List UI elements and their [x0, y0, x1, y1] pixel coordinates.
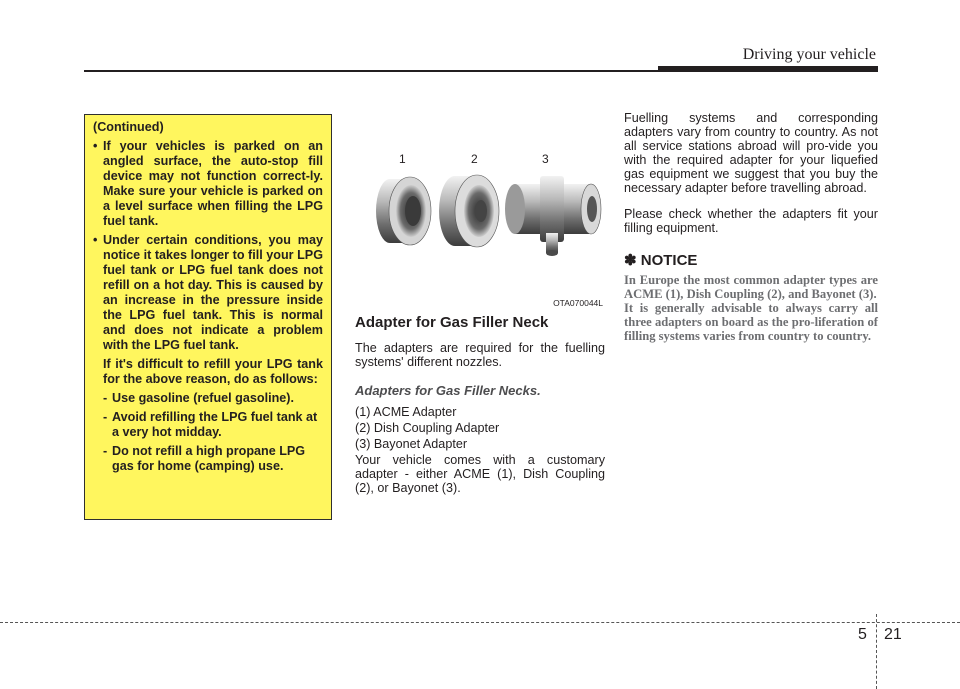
chapter-number: 5 — [858, 626, 867, 643]
bayonet-adapter — [505, 176, 601, 256]
section-title: Driving your vehicle — [742, 46, 876, 63]
adapter-figure — [355, 114, 605, 310]
adapter-illustration — [355, 114, 605, 310]
warning-dash-text: Use gasoline (refuel gasoline). — [112, 391, 294, 405]
list-item: (1) ACME Adapter — [355, 405, 457, 419]
notice-body — [624, 273, 878, 343]
footer-divider — [0, 622, 960, 623]
dish-coupling-adapter — [439, 175, 499, 247]
adapter-heading: Adapter for Gas Filler Neck — [355, 314, 549, 331]
warning-bullet — [93, 233, 323, 353]
adapter-subheading: Adapters for Gas Filler Necks. — [355, 383, 541, 398]
list-item: (3) Bayonet Adapter — [355, 437, 468, 451]
warning-box — [84, 114, 332, 520]
adapter-section — [355, 314, 605, 495]
figure-code: OTA070044L — [553, 298, 603, 308]
warning-dash-item: - Use gasoline (refuel gasoline). — [103, 391, 323, 406]
figure-label-2: 2 — [471, 152, 478, 166]
notice-label: NOTICE — [640, 252, 698, 269]
acme-adapter — [376, 177, 431, 245]
warning-dash-text: Avoid refilling the LPG fuel tank at a very hot midday. — [112, 410, 318, 439]
warning-bullet-text: If your vehicles is parked on an angled surface, the auto-stop fill device may not function correct-ly. Make sure your vehicle is parked on a level surface when filling the LPG fuel tank. — [103, 139, 323, 228]
notice-text: It is generally advisable to always carry all three adapters on board as the pro-liferation of filling systems varies from country to country. — [624, 301, 878, 343]
adapter-list — [355, 405, 605, 451]
fuelling-paragraph: Fuelling systems and corresponding adapters vary from country to country. As not all service stations abroad will pro-vide you with the required adapter for your liquefied gas equipment we suggest that you buy the necessary adapter before travelling abroad. — [624, 111, 878, 195]
header-rule-accent — [658, 66, 878, 72]
warning-bullet-text: Under certain conditions, you may notice it takes longer to fill your LPG fuel tank or LPG fuel tank does not refill on a hot day. This is caused by an increase in the pressure inside the LPG fuel tank. This is normal and does not indicate a problem with the LPG fuel tank. — [103, 233, 323, 352]
page-number: 21 — [884, 626, 902, 643]
figure-label-1: 1 — [399, 152, 406, 166]
footer-page-divider — [876, 614, 877, 689]
continued-label: (Continued) — [93, 120, 164, 134]
bullet-icon: • — [93, 233, 98, 247]
list-item: (2) Dish Coupling Adapter — [355, 421, 500, 435]
warning-dash-text: Do not refill a high propane LPG gas for home (camping) use. — [112, 444, 306, 473]
right-column — [624, 111, 878, 343]
notice-text: In Europe the most common adapter types are ACME (1), Dish Coupling (2), and Bayonet (3). — [624, 273, 878, 301]
adapter-body: Your vehicle comes with a customary adapter - either ACME (1), Dish Coupling (2), or Bayonet (3). — [355, 453, 605, 495]
warning-dash-item: - Do not refill a high propane LPG gas for home (camping) use. — [103, 444, 323, 474]
notice-heading — [624, 252, 878, 270]
warning-dash-item: - Avoid refilling the LPG fuel tank at a very hot midday. — [103, 410, 323, 440]
check-paragraph: Please check whether the adapters fit your filling equipment. — [624, 207, 878, 235]
notice-star-icon: ✽ — [624, 252, 637, 269]
figure-label-3: 3 — [542, 152, 549, 166]
adapter-intro: The adapters are required for the fuelling systems' different nozzles. — [355, 341, 605, 369]
warning-bullet-continuation: If it's difficult to refill your LPG tank for the above reason, do as follows: — [103, 357, 323, 386]
bullet-icon: • — [93, 139, 98, 153]
warning-bullet — [93, 139, 323, 229]
